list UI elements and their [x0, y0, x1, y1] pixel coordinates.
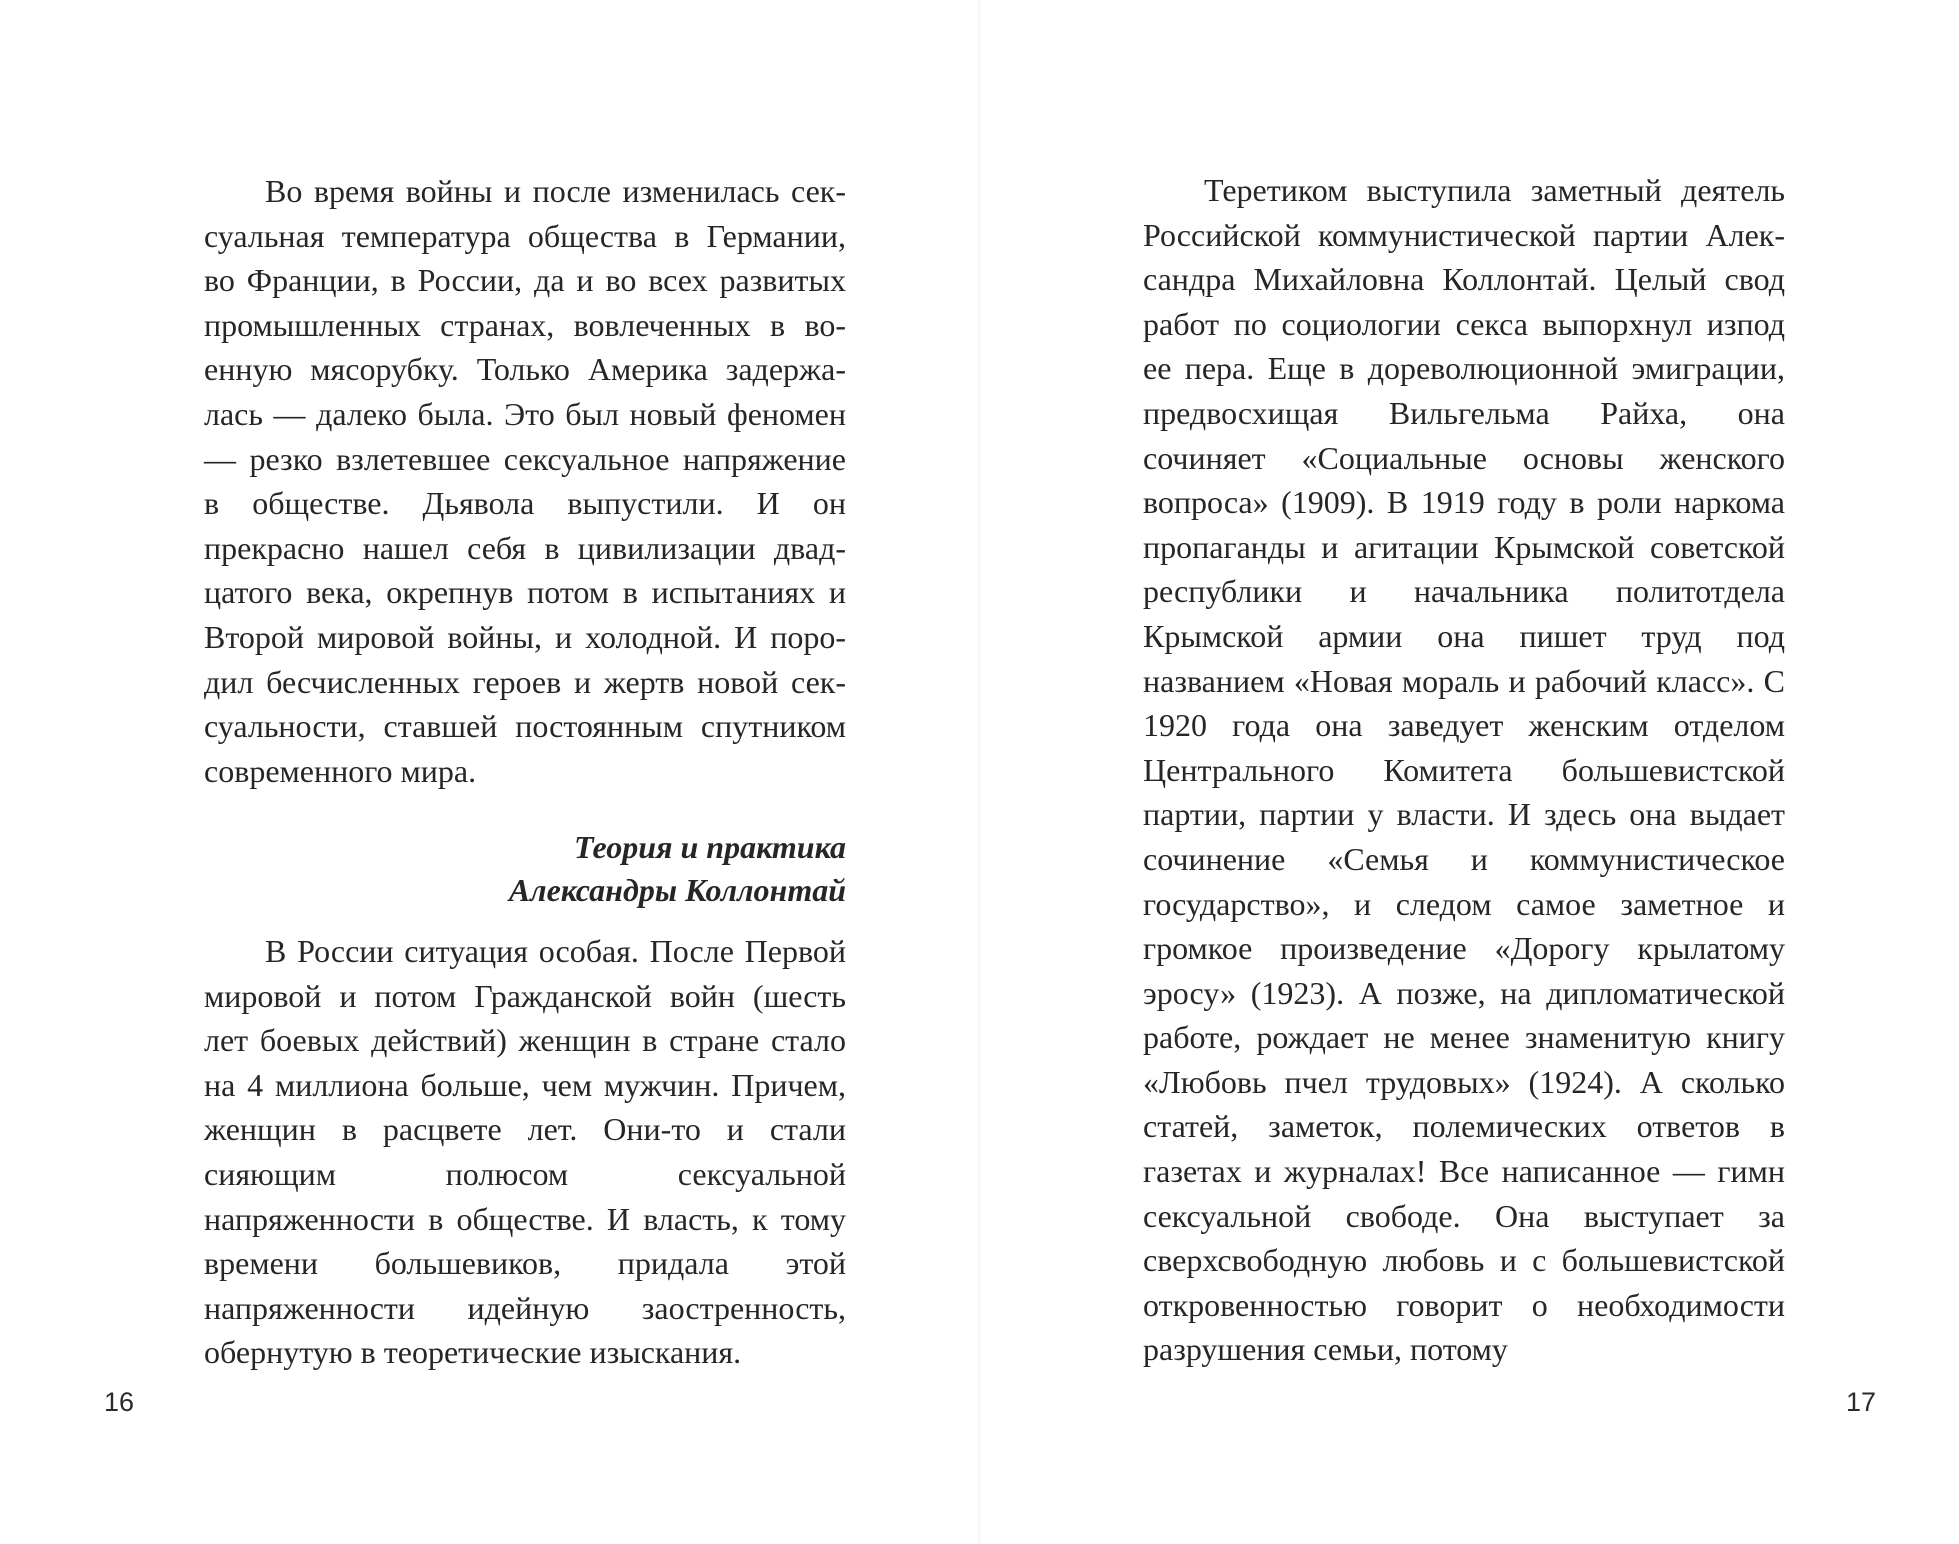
- left-paragraph-2: В России ситуация особая. После Первой мировой и потом Гражданской войн (шесть лет боевых действий) женщин в стране стало на 4 миллиона больше, чем мужчин. Причем, женщин в расцвете лет. Они-то и стали сияющим полюсом сексуальной напряженности в обществе. И власть, к тому времени большевиков, придала этой напряженности идейную заостренность, обернутую в теоретические изыскания.: [204, 933, 846, 1371]
- page-number-left: 16: [104, 1387, 135, 1417]
- right-paragraph-block: [1143, 168, 1785, 1372]
- section-heading: [204, 826, 846, 912]
- right-paragraph-1: Теретиком выступила заметный деятель Российской коммунистической партии Александра Михайловна Коллонтай. Целый свод работ по социологии секса выпорхнул изпод ее пера. Еще в дореволюционной эмиграции, предвосхищая Вильгельма Райха, она сочиняет «Социальные основы женского вопроса» (1909). В 1919 году в роли наркома пропаганды и агитации Крымской советской республики и начальника политотдела Крымской армии она пишет труд под названием «Новая мораль и рабочий класс». С 1920 года она заведует женским отделом Центрального Комитета большевистской партии, партии у власти. И здесь она выдает сочинение «Семья и коммунистическое государство», и следом самое заметное и громкое произведение «Дорогу крылатому эросу» (1923). А позже, на дипломатической работе, рождает не менее знаменитую книгу «Любовь пчел трудовых» (1924). А сколько статей, заметок, полемических ответов в газетах и журналах! Все написанное — гимн сексуальной свободе. Она выступает за сверхсвободную любовь и с большевистской откровенностью говорит о необходимости разрушения семьи, потому: [1143, 172, 1785, 1368]
- section-heading-line-1: Теория и практика: [574, 829, 846, 865]
- left-paragraph-block-1: [204, 169, 846, 793]
- right-page: [980, 0, 1959, 1544]
- left-paragraph-block-2: [204, 929, 846, 1375]
- left-page: [0, 0, 979, 1544]
- section-heading-line-2: Александры Коллонтай: [508, 872, 846, 908]
- page-number-right: 17: [1846, 1387, 1877, 1417]
- left-paragraph-1: Во время войны и после изменилась сексуальная температура общества в Германии, во Франции, в России, да и во всех развитых промышленных странах, вовлеченных в военную мясорубку. Только Америка задержалась — далеко была. Это был новый феномен — резко взлетевшее сексуальное напряжение в обществе. Дьявола выпустили. И он прекрасно нашел себя в цивилизации двадцатого века, окрепнув потом в испытаниях и Второй мировой войны, и холодной. И породил бесчисленных героев и жертв новой сексуальности, ставшей постоянным спутником современного мира.: [204, 173, 846, 789]
